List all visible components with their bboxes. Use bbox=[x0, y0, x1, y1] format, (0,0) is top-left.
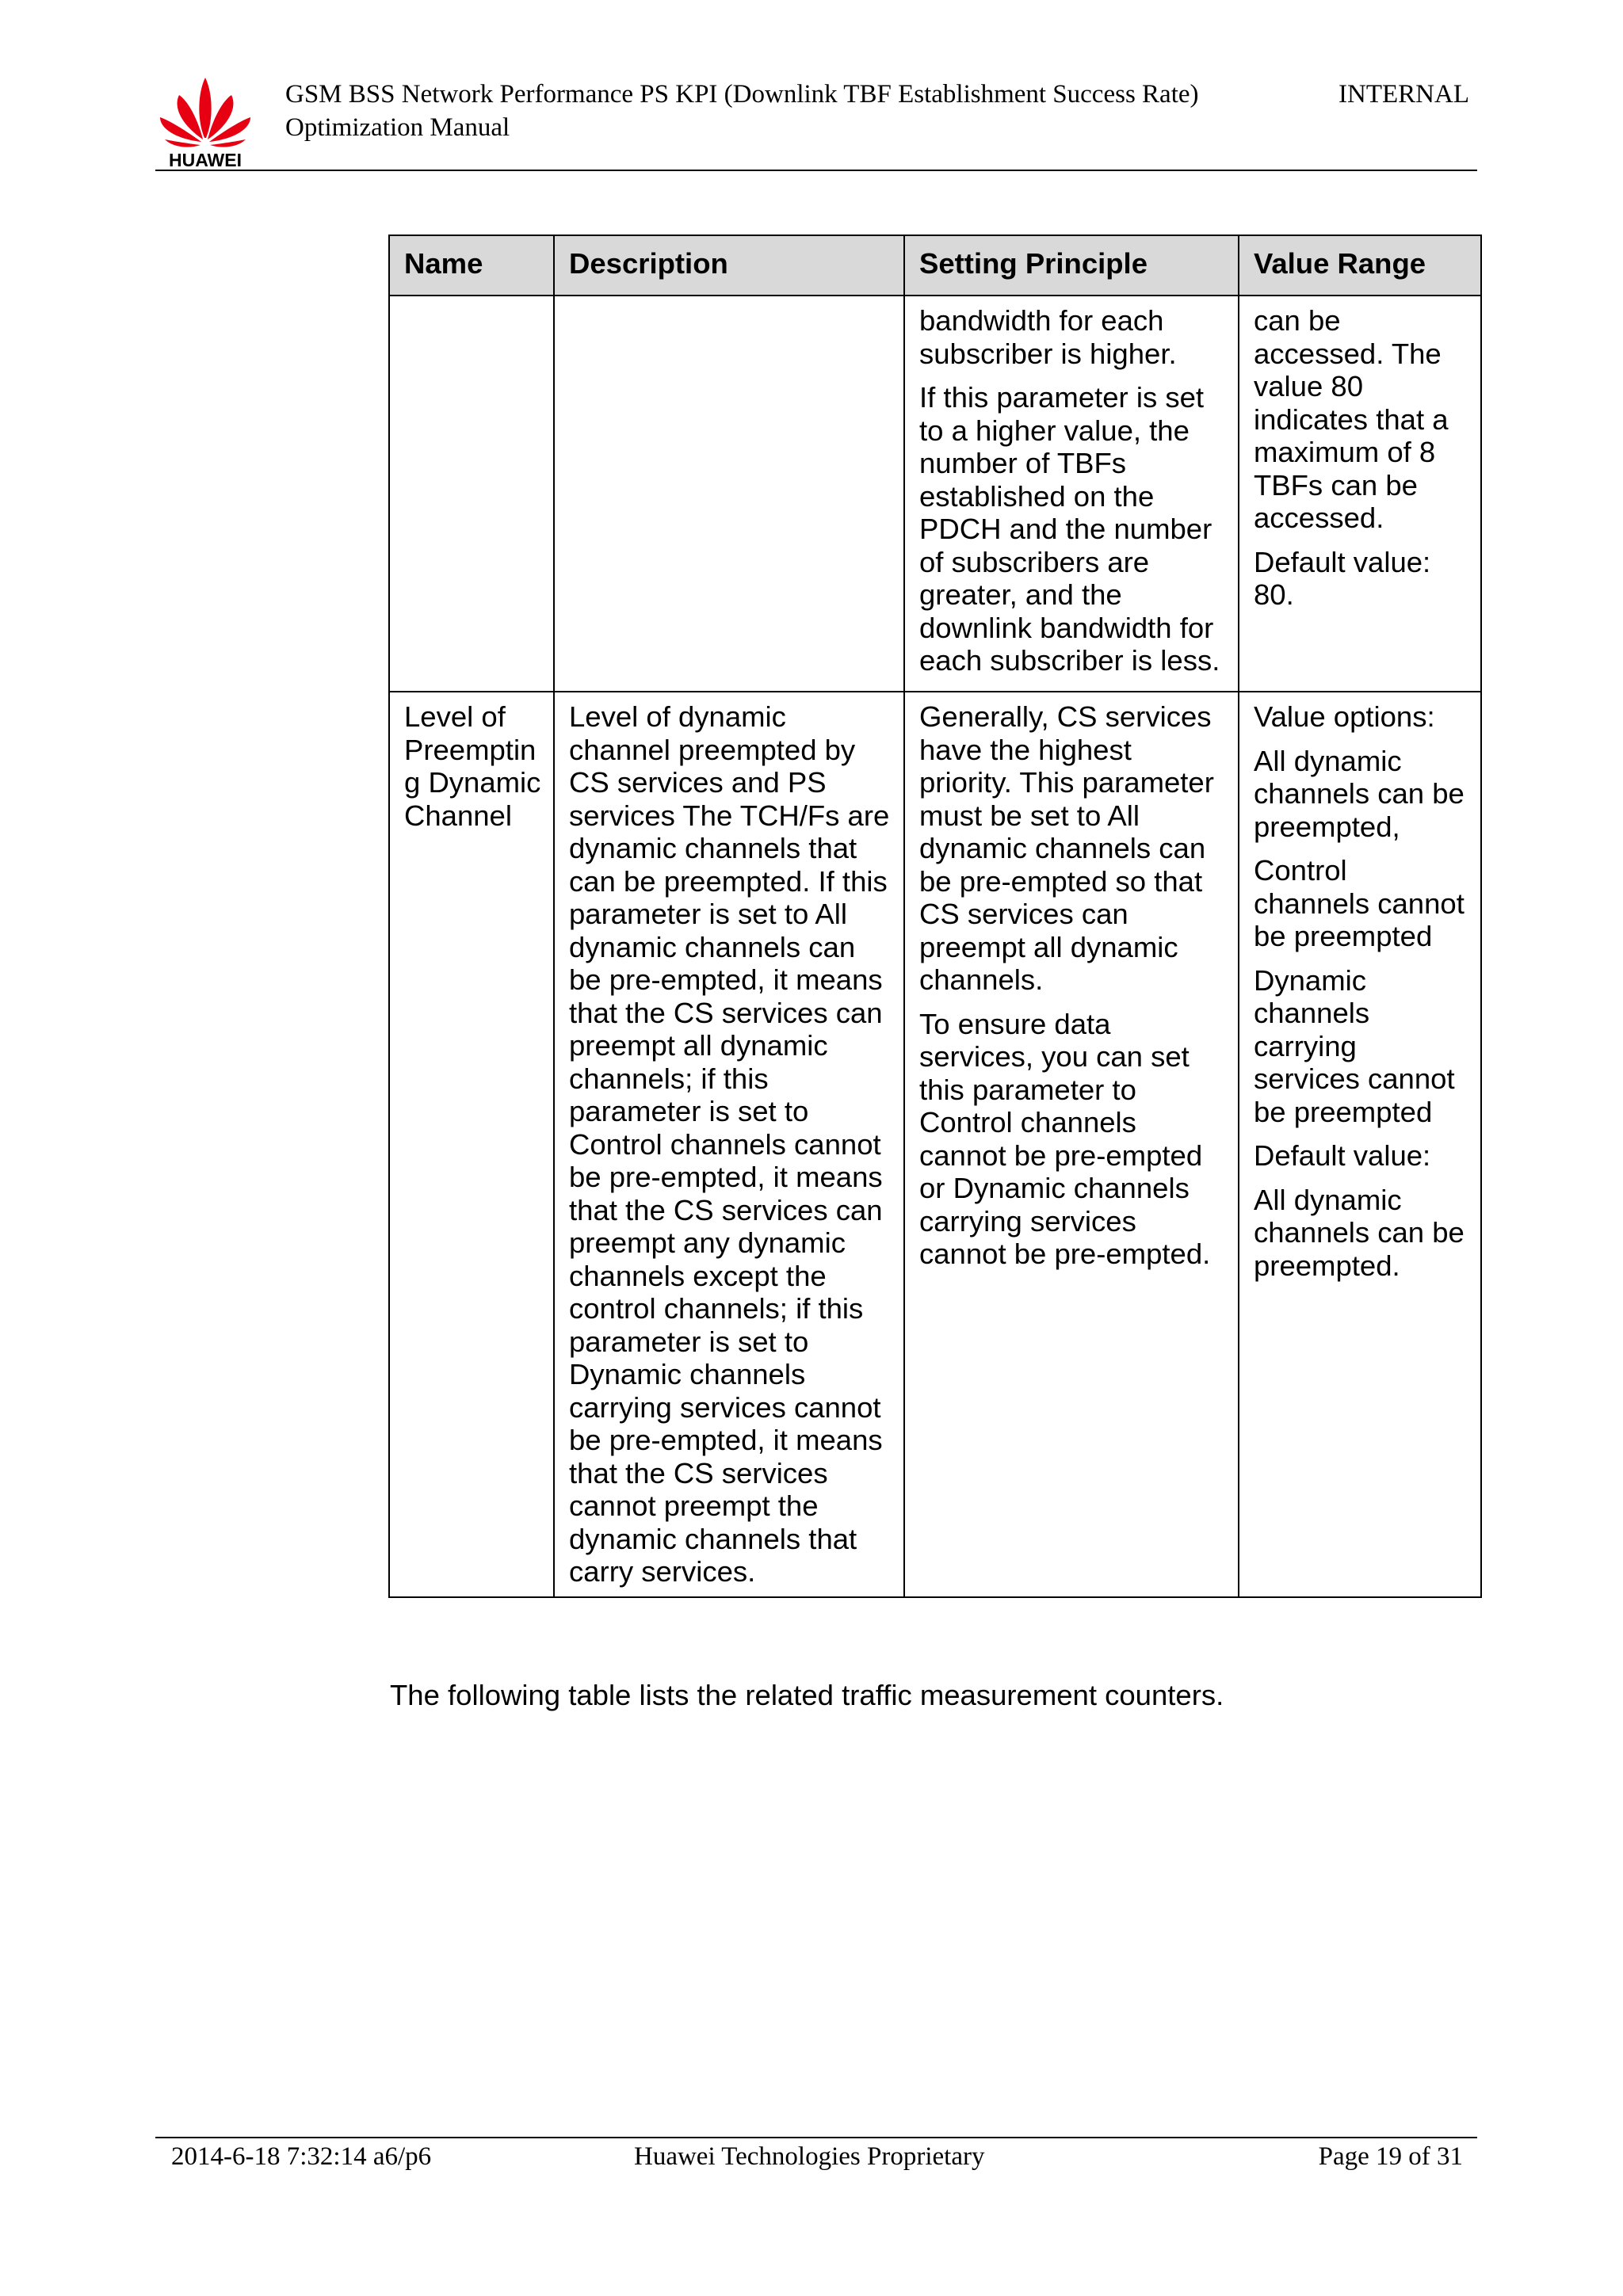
classification-label: INTERNAL bbox=[1338, 80, 1469, 109]
column-header-description: Description bbox=[554, 235, 904, 296]
table-row bbox=[389, 296, 1481, 692]
cell-description: Level of dynamic channel preempted by CS services and PS services The TCH/Fs are dynamic channels that can be preempted. If this parameter is set to All dynamic channels can be pre-empted, it means that the CS services can preempt all dynamic channels; if this parameter is set to Control channels cannot be pre-empted, it means that the CS services can preempt any dynamic channels except the control channels; if this parameter is set to Dynamic channels carrying services cannot be pre-empted, it means that the CS services cannot preempt the dynamic channels that carry services. bbox=[554, 692, 904, 1597]
cell-paragraph: Value options: bbox=[1254, 700, 1435, 733]
document-title-line1: GSM BSS Network Performance PS KPI (Downlink TBF Establishment Success Rate) bbox=[285, 80, 1199, 109]
huawei-flower-icon bbox=[155, 73, 255, 170]
cell-paragraph: If this parameter is set to a higher value, the number of TBFs established on the PDCH and the number of subscribers are greater, and the downlink bandwidth for each subscriber is less. bbox=[919, 381, 1220, 677]
cell-value-range bbox=[1239, 296, 1481, 692]
footer-divider bbox=[155, 2137, 1477, 2138]
footer-timestamp: 2014-6-18 7:32:14 a6/p6 bbox=[171, 2142, 432, 2171]
logo-wordmark: HUAWEI bbox=[169, 150, 242, 170]
cell-paragraph: Control channels cannot be preempted bbox=[1254, 854, 1465, 952]
parameter-table bbox=[388, 235, 1482, 1598]
cell-value-range bbox=[1239, 692, 1481, 1597]
cell-setting-principle bbox=[904, 296, 1239, 692]
column-header-name: Name bbox=[389, 235, 554, 296]
cell-paragraph: Default value: 80. bbox=[1254, 545, 1431, 611]
cell-paragraph: bandwidth for each subscriber is higher. bbox=[919, 304, 1177, 370]
table-row bbox=[389, 692, 1481, 1597]
cell-paragraph: can be accessed. The value 80 indicates that a maximum of 8 TBFs can be accessed. bbox=[1254, 304, 1449, 534]
cell-setting-principle bbox=[904, 692, 1239, 1597]
document-title-line2: Optimization Manual bbox=[285, 113, 510, 142]
huawei-logo bbox=[155, 73, 255, 170]
table-header-row bbox=[389, 235, 1481, 296]
cell-paragraph: Dynamic channels carrying services cannot be preempted bbox=[1254, 963, 1455, 1128]
cell-paragraph: Generally, CS services have the highest priority. This parameter must be set to All dynamic channels can be pre-empted so that CS services can preempt all dynamic channels. bbox=[919, 700, 1214, 996]
cell-paragraph: To ensure data services, you can set this parameter to Control channels cannot be pre-empted or Dynamic channels carrying services cannot be pre-empted. bbox=[919, 1007, 1211, 1270]
column-header-setting-principle: Setting Principle bbox=[904, 235, 1239, 296]
cell-paragraph: All dynamic channels can be preempted, bbox=[1254, 744, 1465, 843]
column-header-value-range: Value Range bbox=[1239, 235, 1481, 296]
cell-paragraph: Default value: bbox=[1254, 1139, 1431, 1172]
body-paragraph: The following table lists the related traffic measurement counters. bbox=[390, 1679, 1224, 1711]
cell-description bbox=[554, 296, 904, 692]
document-title bbox=[285, 78, 1316, 144]
page-header bbox=[155, 73, 1474, 171]
footer-proprietary: Huawei Technologies Proprietary bbox=[634, 2142, 985, 2171]
cell-name bbox=[389, 296, 554, 692]
header-divider bbox=[155, 170, 1477, 171]
cell-paragraph: All dynamic channels can be preempted. bbox=[1254, 1183, 1465, 1282]
cell-name: Level of Preemptin g Dynamic Channel bbox=[389, 692, 554, 1597]
page-number: Page 19 of 31 bbox=[1318, 2142, 1463, 2171]
